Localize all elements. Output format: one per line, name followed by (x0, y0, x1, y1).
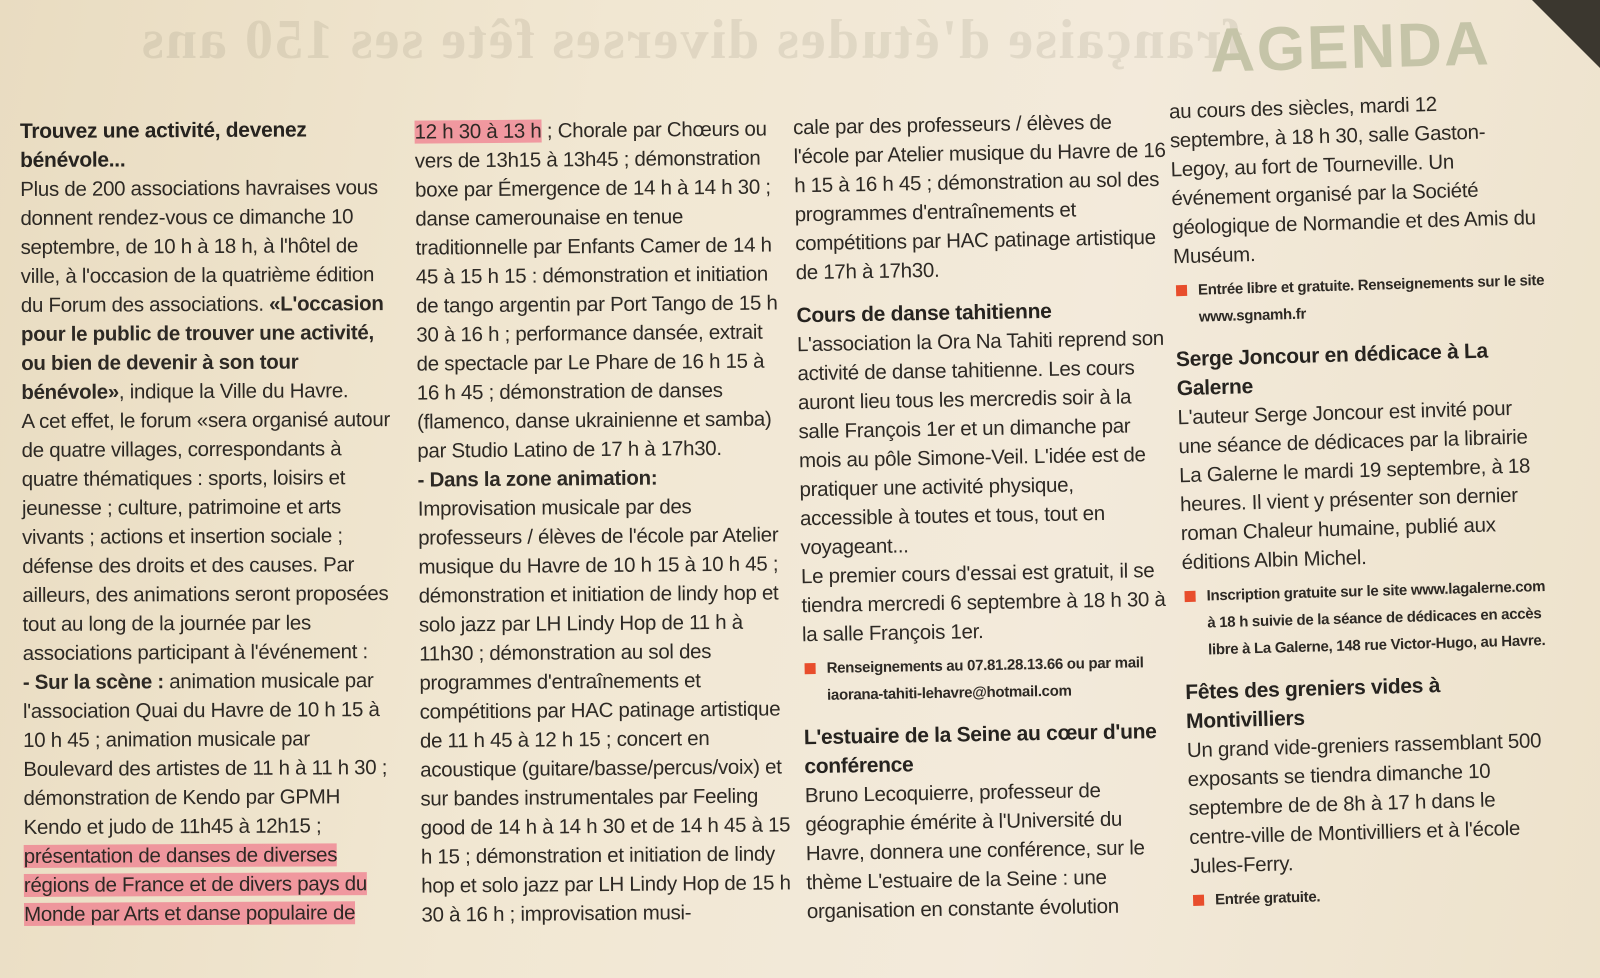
scene-continued-text: ; Chorale par Chœurs ou vers de 13h15 à 13h45 ; démonstration boxe par Émergence de 14 h à 14 h 30 ; danse camerounaise en tenue traditionnelle par Enfants Camer de 14 h 45 à 15 h 15 : démonstration et initiation de tango argentin par Port Tango de 15 h 30 à 16 h ; performance dansée, extrait de spectacle par Le Phare de 16 h 15 à 16 h 45 ; démonstration de danses (flamenco, danse ukrainienne et samba) par Studio Latino de 17 h à 17h30. (414, 117, 778, 463)
page-corner (1532, 0, 1600, 68)
article-heading-forum: Trouvez une activité, devenez bénévole... (19, 118, 307, 172)
joncour-info: Inscription gratuite sur le site www.lagalerne.com à 18 h suivie de la séance de dédicaces en accès libre à La Galerne, 148 rue Victor-Hugo, au Havre. (1182, 573, 1556, 664)
estuaire-info: Entrée libre et gratuite. Renseignements sur le site www.sgnamh.fr (1174, 267, 1547, 331)
column-1 (20, 115, 396, 929)
column-4 (1169, 87, 1564, 914)
highlighted-text: présentation de danses de diverses régions de France et de divers pays du Monde par Arts et danse populaire de (23, 843, 367, 926)
greniers-paragraph: Un grand vide-greniers rassemblant 500 exposants se tiendra dimanche 10 septembre de de 8h à 17 h dans le centre-ville de Montivilliers et à l'école Jules-Ferry. (1186, 729, 1542, 879)
joncour-paragraph: L'auteur Serge Joncour est invité pour une séance de dédicaces par la librairie La Galerne le mardi 19 septembre, à 18 heures. Il vient y présenter son dernier roman Chaleur humaine, publié aux éditions Albin Michel. (1177, 396, 1531, 575)
forum-quote: «L'occasion pour le public de trouver une activité, ou bien de devenir à son tour bénévole» (20, 292, 384, 404)
tahiti-paragraph-1: L'association la Ora Na Tahiti reprend son activité de danse tahitienne. Les cours auront lieu tous les mercredis soir à la salle François 1er et un dimanche par mois au pôle Simone-Veil. L'idée est de pratiquer une activité physique, accessible à toutes et tous, tout en voyageant... (796, 326, 1165, 560)
forum-text-end: , indique la Ville du Havre. (118, 379, 349, 404)
forum-paragraph-2: A cet effet, le forum «sera organisé autour de quatre villages, correspondants à quatre thématiques : sports, loisirs et jeunesse ; culture, patrimoine et arts vivants ; actions et insertion sociale ; défense des droits et des causes. Par ailleurs, des animations seront proposées tout au long de la journée par les associations participant à l'événement : (21, 408, 391, 665)
scene-text: animation musicale par l'association Quai du Havre de 10 h 15 à 10 h 45 ; animation musicale par Boulevard des artistes de 11 h à 11 h 30 ; démonstration de Kendo par GPMH Kendo et judo de 11h45 à 12h15 ; (22, 669, 388, 839)
tahiti-paragraph-2: Le premier cours d'essai est gratuit, il se tiendra mercredi 6 septembre à 18 h 30 à la salle François 1er. (800, 559, 1166, 647)
highlighted-time: 12 h 30 à 13 h (414, 119, 542, 144)
scene-continued-paragraph (414, 114, 789, 465)
estuaire-continued-paragraph: au cours des siècles, mardi 12 septembre, à 18 h 30, salle Gaston-Legoy, au fort de Tourneville. Un événement organisé par la Société géologique de Normandie et des Amis du Muséum. (1168, 92, 1537, 269)
column-2 (414, 114, 793, 929)
estuaire-paragraph: Bruno Lecoquierre, professeur de géographie émérite à l'Université du Havre, donnera une conférence, sur le thème L'estuaire de la Seine : une organisation en constante évolution (804, 779, 1145, 924)
section-title: AGENDA (1209, 9, 1492, 86)
article-heading-greniers: Fêtes des greniers vides à Montivilliers (1184, 674, 1441, 734)
forum-paragraph-1 (20, 173, 393, 407)
zone-label: - Dans la zone animation: (417, 466, 658, 492)
article-heading-estuaire: L'estuaire de la Seine au cœur d'une conférence (803, 720, 1157, 779)
zone-continued-paragraph: cale par des professeurs / élèves de l'école par Atelier musique du Havre de 16 h 15 à 16 h 45 ; démonstration au sol des programmes d'entraînements et compétitions par HAC patinage artistique de 17h à 17h30. (792, 110, 1166, 285)
column-3 (793, 107, 1179, 926)
zone-paragraph: Improvisation musicale par des professeurs / élèves de l'école par Atelier musique du Havre de 10 h 15 à 10 h 45 ; démonstration et initiation de lindy hop et solo jazz par LH Lindy Hop de 11 h à 11h30 ; démonstration au sol des programmes d'entraînements et compétitions par HAC patinage artistique de 11 h 45 à 12 h 15 ; concert en acoustique (guitare/basse/percus/voix) et sur bandes instrumentales par Feeling good de 14 h à 14 h 30 et de 14 h 45 à 15 h 15 ; démonstration et initiation de lindy hop et solo jazz par LH Lindy Hop de 15 h 30 à 16 h ; improvisation musi- (417, 495, 791, 927)
greniers-info: Entrée gratuite. (1191, 877, 1564, 914)
article-heading-tahiti: Cours de danse tahitienne (796, 299, 1052, 328)
tahiti-info: Renseignements au 07.81.28.13.66 ou par mail iaorana-tahiti-lehavre@hotmail.com (802, 649, 1175, 709)
forum-text: Plus de 200 associations havraises vous donnent rendez-vous ce dimanche 10 septembre, de 10 h à 18 h, à l'hôtel de ville, à l'occasion de la quatrième édition du Forum des associations. (20, 176, 378, 317)
article-heading-joncour: Serge Joncour en dédicace à La Galerne (1175, 339, 1489, 401)
scene-label: - Sur la scène : (22, 670, 164, 694)
bleed-through-text: française d'études diverses fête ses 150 ans (140, 9, 1243, 71)
forum-scene-paragraph (23, 666, 396, 929)
